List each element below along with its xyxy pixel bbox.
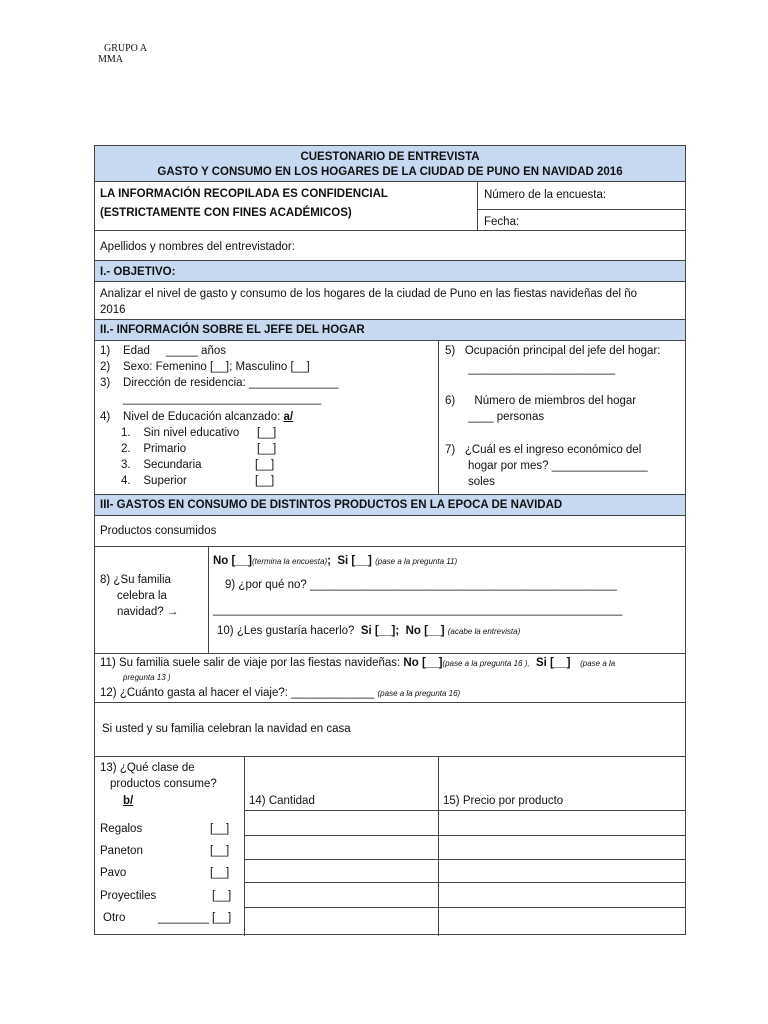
head-of-household-heading: II.- INFORMACIÓN SOBRE EL JEFE DEL HOGAR bbox=[100, 324, 365, 336]
q13-product-type: 13) ¿Qué clase de bbox=[100, 762, 195, 774]
education-checkbox[interactable]: [__] bbox=[257, 427, 277, 439]
q5-occupation[interactable]: 5) Ocupación principal del jefe del hogar: bbox=[445, 345, 661, 357]
group-label: GRUPO A bbox=[104, 43, 148, 54]
objective-text: Analizar el nivel de gasto y consumo de los hogares de la ciudad de Puno en las fiestas navideñas del ño bbox=[100, 288, 638, 300]
academic-notice: (ESTRICTAMENTE CON FINES ACADÉMICOS) bbox=[100, 207, 352, 219]
q8-question: 8) ¿Su familia bbox=[100, 574, 171, 586]
q11-travel[interactable]: 11) Su familia suele salir de viaje por las fiestas navideñas: No [__](pase a la pregunta 16 ), Si [__] (pase a la bbox=[100, 657, 616, 669]
q1-age[interactable]: 1) Edad _____ años bbox=[100, 345, 226, 357]
interviewer-field[interactable]: Apellidos y nombres del entrevistador: bbox=[100, 241, 295, 253]
q14-quantity-header: 14) Cantidad bbox=[249, 795, 315, 807]
q9-why-not-line[interactable]: ________________________________________________________________ bbox=[213, 604, 623, 616]
form-title: CUESTONARIO DE ENTREVISTA bbox=[300, 151, 480, 163]
q6-members: 6) Número de miembros del hogar bbox=[445, 395, 637, 407]
q8-answers[interactable]: No [__](termina la encuesta); Si [__] (pase a la pregunta 11) bbox=[213, 555, 458, 567]
q5-occupation-line[interactable]: _______________________ bbox=[468, 363, 616, 375]
product-checkbox[interactable]: [__] bbox=[210, 823, 230, 835]
group-code: MMA bbox=[98, 54, 124, 65]
product-row-label: Regalos bbox=[100, 823, 143, 835]
q13-tag: b/ bbox=[123, 795, 134, 807]
q13-product-type-line: productos consume? bbox=[110, 778, 217, 790]
q9-why-not[interactable]: 9) ¿por qué no? ________________________________________________ bbox=[225, 579, 618, 591]
education-checkbox[interactable]: [__] bbox=[255, 459, 275, 471]
q3-address[interactable]: 3) Dirección de residencia: ______________ bbox=[100, 377, 339, 389]
q6-members-field[interactable]: ____ personas bbox=[468, 411, 545, 423]
home-celebration-label: Si usted y su familia celebran la navidad en casa bbox=[102, 723, 351, 735]
education-option[interactable]: 3. Secundaria bbox=[121, 459, 202, 471]
q15-price-header: 15) Precio por producto bbox=[443, 795, 564, 807]
q2-sex[interactable]: 2) Sexo: Femenino [__]; Masculino [__] bbox=[100, 361, 310, 373]
q8-question-line: navidad? → bbox=[117, 606, 179, 618]
q7-income-field[interactable]: hogar por mes? _______________ bbox=[468, 460, 648, 472]
q11-note: pregunta 13 ) bbox=[123, 673, 171, 682]
product-checkbox[interactable]: [__] bbox=[212, 912, 232, 924]
education-checkbox[interactable]: [__] bbox=[257, 443, 277, 455]
product-checkbox[interactable]: [__] bbox=[210, 867, 230, 879]
q7-income-unit: soles bbox=[468, 476, 495, 488]
education-option[interactable]: 2. Primario bbox=[121, 443, 187, 455]
survey-number-field[interactable]: Número de la encuesta: bbox=[484, 189, 607, 201]
objective-band bbox=[95, 261, 685, 281]
q3-address-line[interactable]: _______________________________ bbox=[123, 393, 322, 405]
questionnaire-form bbox=[94, 145, 686, 935]
product-row-label: Pavo bbox=[100, 867, 127, 879]
education-option[interactable]: 4. Superior bbox=[121, 475, 187, 487]
objective-heading: I.- OBJETIVO: bbox=[100, 266, 176, 278]
product-checkbox[interactable]: [__] bbox=[210, 845, 230, 857]
q12-travel-spend[interactable]: 12) ¿Cuánto gasta al hacer el viaje?: _____________ (pase a la pregunta 16) bbox=[100, 687, 461, 699]
product-row-label: Paneton bbox=[100, 845, 143, 857]
product-row-label: Proyectiles bbox=[100, 890, 157, 902]
q7-income: 7) ¿Cuál es el ingreso económico del bbox=[445, 444, 642, 456]
education-option[interactable]: 1. Sin nivel educativo bbox=[121, 427, 240, 439]
education-checkbox[interactable]: [__] bbox=[255, 475, 275, 487]
objective-text-year: 2016 bbox=[100, 304, 126, 316]
form-subtitle: GASTO Y CONSUMO EN LOS HOGARES DE LA CIUDAD DE PUNO EN NAVIDAD 2016 bbox=[157, 166, 623, 178]
expenses-heading: III- GASTOS EN CONSUMO DE DISTINTOS PRODUCTOS EN LA EPOCA DE NAVIDAD bbox=[100, 499, 563, 511]
product-row-label: Otro bbox=[103, 912, 126, 924]
q4-education: 4) Nivel de Educación alcanzado: a/ bbox=[100, 411, 294, 423]
q10-would-like[interactable]: 10) ¿Les gustaría hacerlo? Si [__]; No [__] (acabe la entrevista) bbox=[217, 625, 521, 637]
product-checkbox[interactable]: [__] bbox=[212, 890, 232, 902]
date-field[interactable]: Fecha: bbox=[484, 216, 520, 228]
other-product-field[interactable]: ________ bbox=[158, 912, 210, 924]
products-consumed-label: Productos consumidos bbox=[100, 525, 217, 537]
q8-question-line: celebra la bbox=[117, 590, 167, 602]
confidential-notice: LA INFORMACIÓN RECOPILADA ES CONFIDENCIAL bbox=[100, 188, 388, 200]
